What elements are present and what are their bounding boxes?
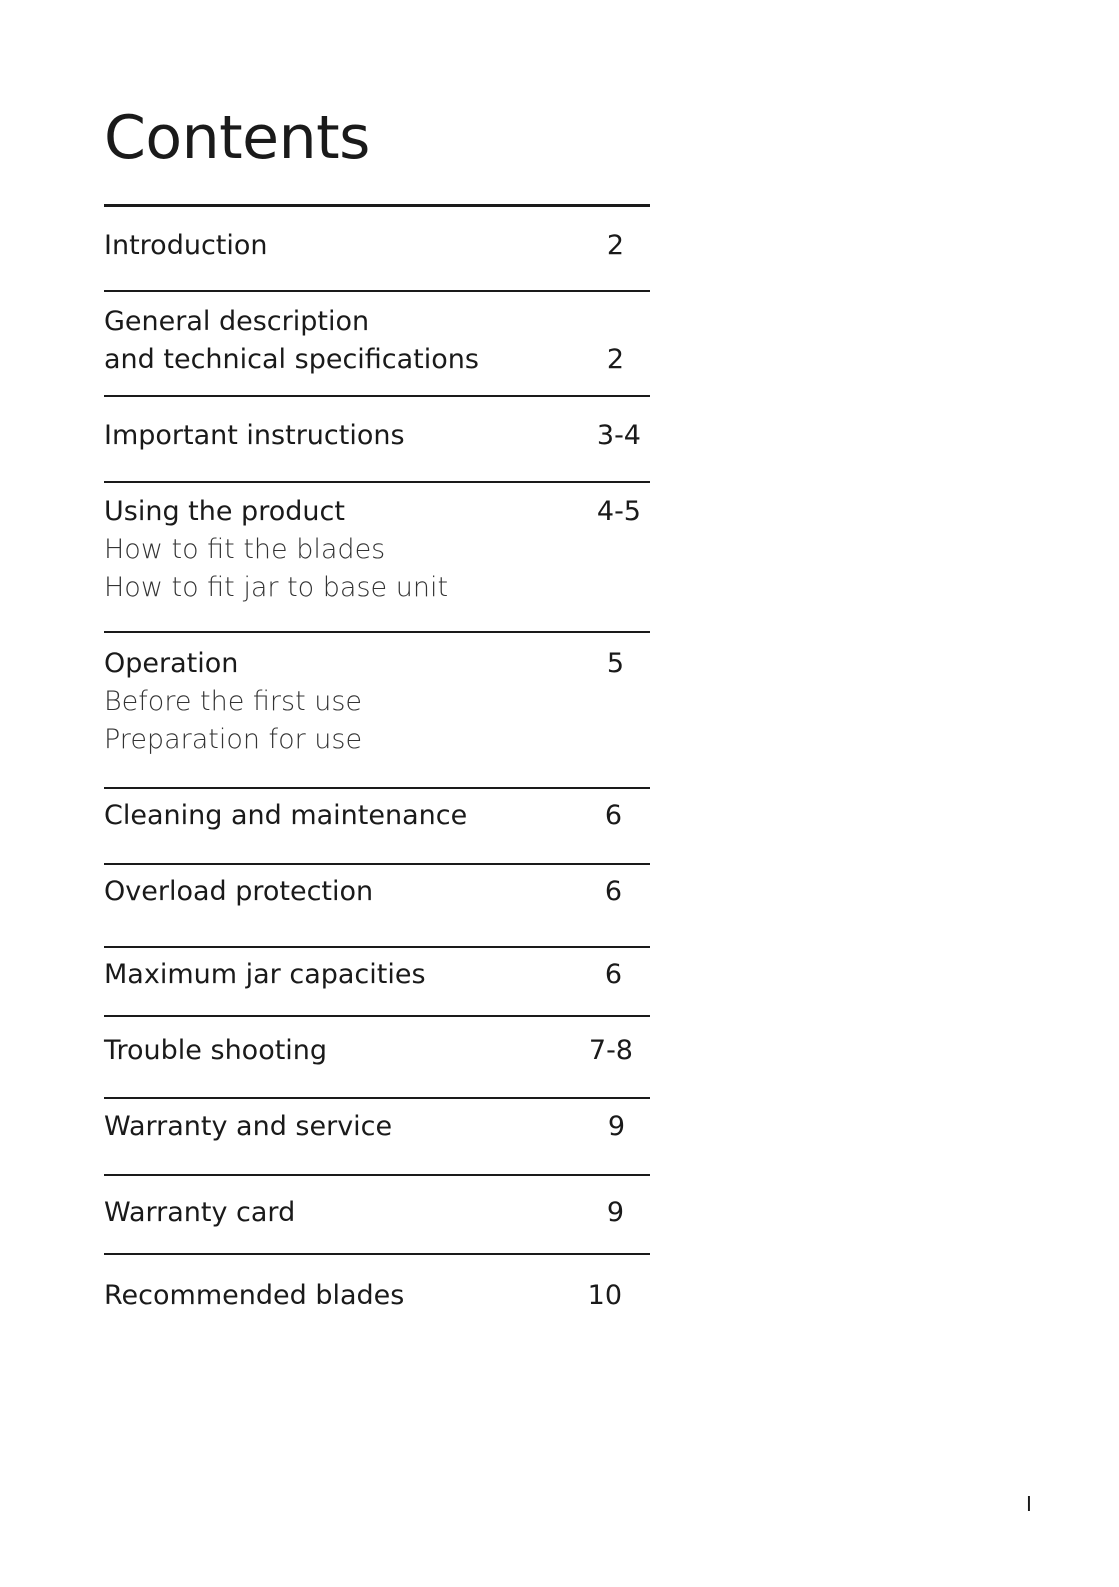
toc-entry-title-line2: and technical specifications [104,344,479,375]
toc-entry-title: Maximum jar capacities [104,959,426,990]
toc-entry-title: Important instructions [104,420,405,451]
toc-entry-page: 6 [604,800,622,831]
toc-top-rule [104,204,650,207]
toc-divider [104,1253,650,1255]
toc-entry-page: 2 [606,230,624,261]
toc-entry-page: 10 [587,1280,622,1311]
toc-entry-title: Trouble shooting [104,1035,328,1066]
toc-divider [104,290,650,292]
toc-entry-title: Using the product [104,496,345,527]
toc-entry-title: Overload protection [104,876,374,907]
toc-entry-page: 7-8 [588,1035,633,1066]
page-title: Contents [104,103,370,173]
toc-divider [104,863,650,865]
toc-entry-title: Warranty and service [104,1111,393,1142]
toc-divider [104,631,650,633]
toc-entry-title: Warranty card [104,1197,296,1228]
toc-entry-page: 2 [606,344,624,375]
toc-subentry: Preparation for use [104,724,363,755]
toc-divider [104,787,650,789]
toc-divider [104,1015,650,1017]
toc-entry-page: 5 [606,648,624,679]
toc-subentry: Before the first use [104,686,363,717]
toc-entry-page: 9 [606,1197,624,1228]
toc-divider [104,481,650,483]
toc-divider [104,1174,650,1176]
toc-entry-page: 6 [604,876,622,907]
toc-divider [104,395,650,397]
toc-entry-page: 4-5 [596,496,641,527]
toc-entry-page: 3-4 [596,420,641,451]
toc-subentry: How to fit jar to base unit [104,572,449,603]
toc-entry-title: Operation [104,648,239,679]
toc-divider [104,946,650,948]
page-number: I [1026,1492,1032,1516]
toc-entry-title: Cleaning and maintenance [104,800,468,831]
toc-entry-title: Recommended blades [104,1280,405,1311]
toc-subentry: How to fit the blades [104,534,386,565]
toc-entry-title: Introduction [104,230,268,261]
toc-entry-page: 6 [604,959,622,990]
toc-entry-page: 9 [607,1111,625,1142]
toc-entry-title: General description [104,306,370,337]
toc-divider [104,1097,650,1099]
